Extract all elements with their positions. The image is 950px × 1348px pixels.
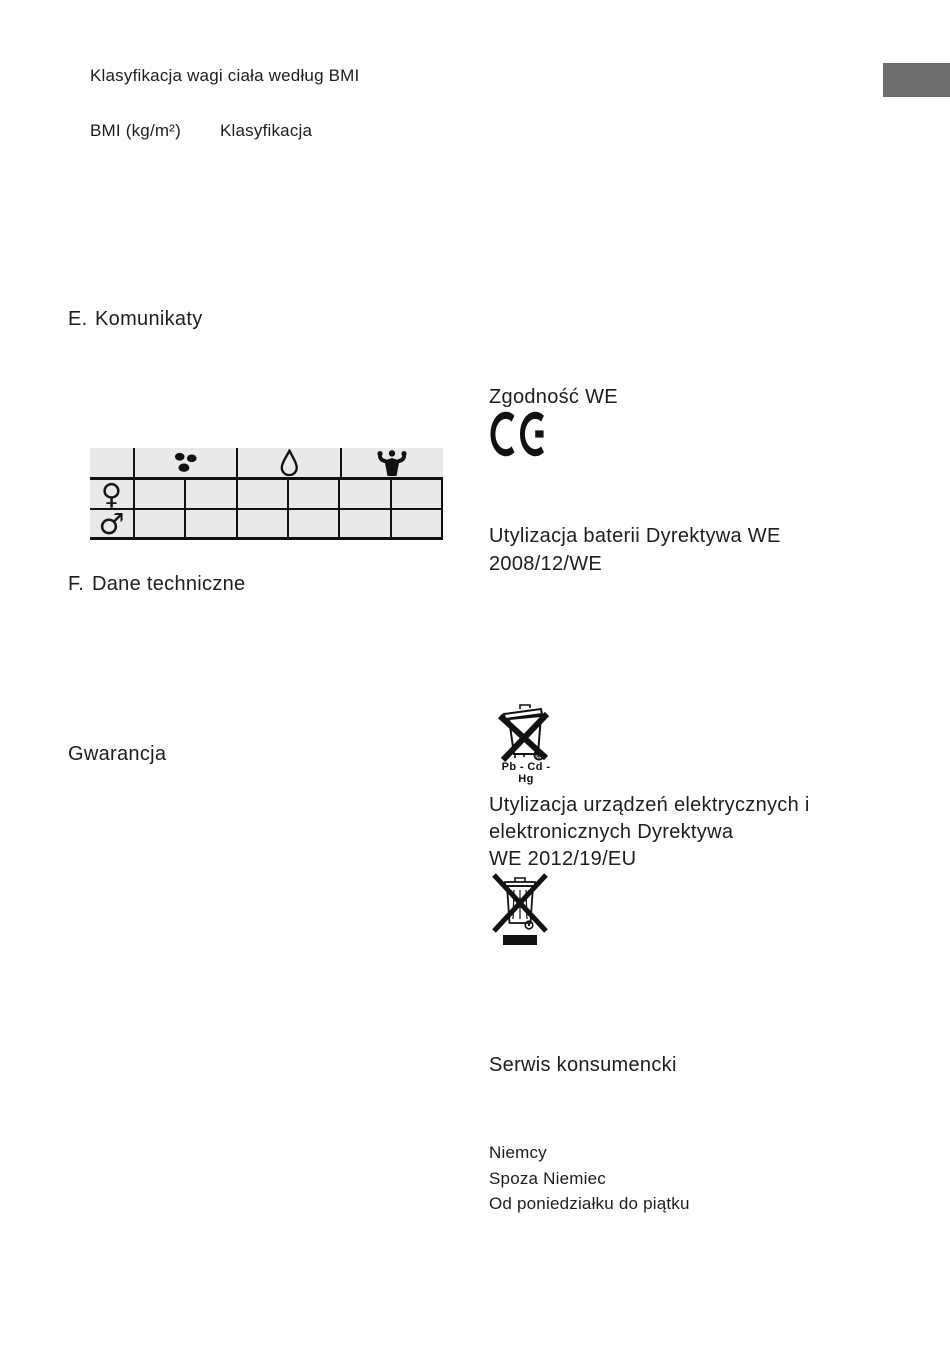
table-cell xyxy=(236,510,287,537)
section-label: Dane techniczne xyxy=(92,573,246,595)
measurement-table xyxy=(90,448,443,540)
battery-disposal-icon xyxy=(494,702,558,762)
section-heading-messages xyxy=(68,308,203,331)
table-cell xyxy=(390,480,443,508)
body-water-icon xyxy=(236,448,339,477)
table-cell xyxy=(133,480,184,508)
weee-directive-line1: Utylizacja urządzeń elektrycznych i xyxy=(489,794,810,816)
bmi-col-header-classification: Klasyfikacja xyxy=(220,121,313,140)
weee-directive-line3: WE 2012/19/EU xyxy=(489,848,637,870)
body-fat-icon xyxy=(133,448,236,477)
battery-directive-title xyxy=(489,522,781,578)
table-cell xyxy=(338,480,389,508)
table-cell xyxy=(133,510,184,537)
section-letter: F. xyxy=(68,573,85,595)
male-symbol-icon: ♂ xyxy=(98,506,125,541)
table-cell xyxy=(338,510,389,537)
service-line-germany: Niemcy xyxy=(489,1143,547,1162)
table-row-male xyxy=(90,506,443,541)
table-row-female xyxy=(90,477,443,511)
female-symbol-icon: ♀ xyxy=(100,477,123,511)
page-tab-marker xyxy=(883,63,950,97)
battery-chemicals-label: Pb - Cd - Hg xyxy=(501,761,551,785)
table-cell xyxy=(236,480,287,508)
table-cell xyxy=(287,480,338,508)
weee-disposal-icon xyxy=(492,873,548,945)
table-cell xyxy=(184,510,235,537)
table-header-row xyxy=(90,448,443,480)
section-heading-warranty: Gwarancja xyxy=(68,743,167,765)
section-heading-technical-data xyxy=(68,573,245,596)
ce-conformity-title: Zgodność WE xyxy=(489,386,618,408)
table-cell xyxy=(287,510,338,537)
table-cell xyxy=(184,480,235,508)
muscle-mass-icon xyxy=(340,448,443,477)
battery-directive-line2: 2008/12/WE xyxy=(489,553,603,575)
ce-mark-icon xyxy=(490,411,548,457)
table-corner-cell xyxy=(90,448,133,477)
customer-service-lines xyxy=(489,1140,690,1217)
weee-directive-line2: elektronicznych Dyrektywa xyxy=(489,821,734,843)
section-label: Komunikaty xyxy=(95,308,203,330)
battery-directive-line1: Utylizacja baterii Dyrektywa WE xyxy=(489,525,781,547)
service-line-outside-germany: Spoza Niemiec xyxy=(489,1168,606,1188)
section-letter: E. xyxy=(68,308,88,330)
service-line-weekdays: Od poniedziałku do piątku xyxy=(489,1194,690,1213)
weee-directive-title xyxy=(489,792,810,873)
customer-service-title: Serwis konsumencki xyxy=(489,1054,677,1076)
bmi-classification-title: Klasyfikacja wagi ciała według BMI xyxy=(90,66,360,85)
table-cell xyxy=(390,510,443,537)
bmi-col-header-bmi: BMI (kg/m²) xyxy=(90,121,181,140)
